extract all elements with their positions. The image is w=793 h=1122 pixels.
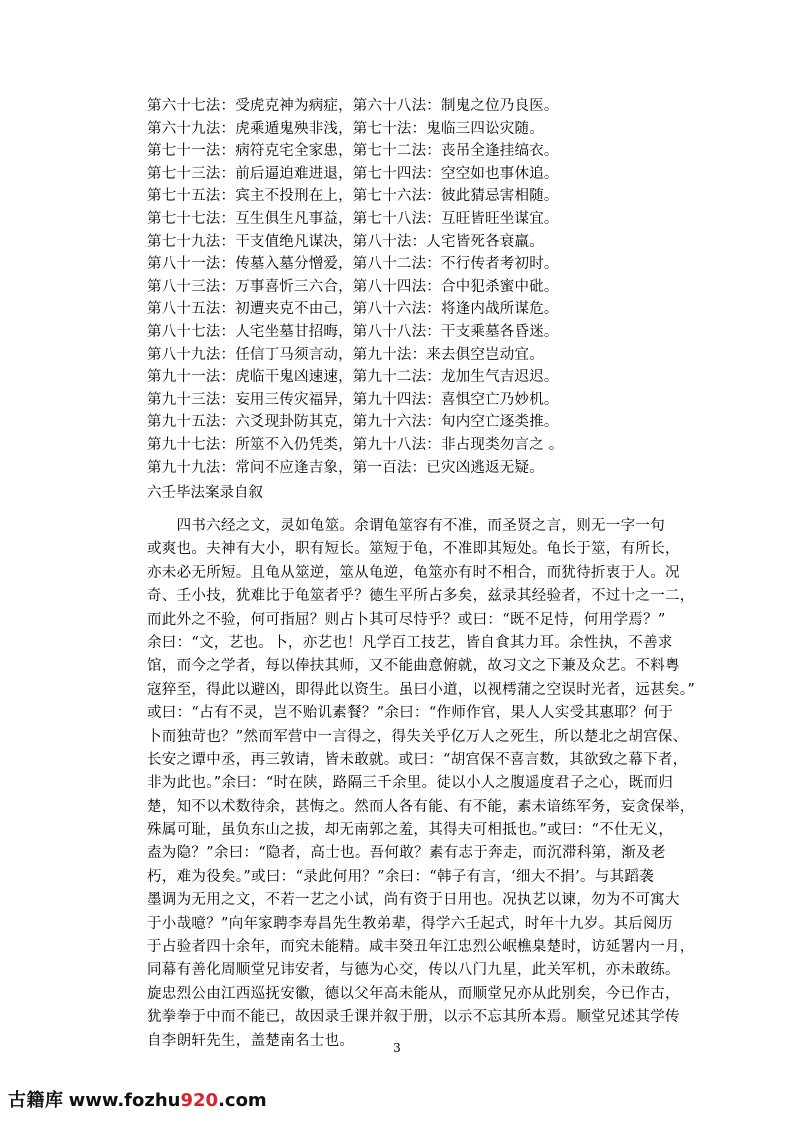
section-title: 六壬毕法案录自叙 [147,485,263,501]
preface-paragraph [147,515,696,1053]
rule-line: 第七十五法：宾主不投刑在上，第七十六法：彼此猜忌害相随。 [147,188,559,205]
paragraph-line: 自李朗轩先生，盖楚南名士也。 [147,1032,355,1049]
paragraph-line: 亦未必无所短。且龟从筮逆，筮从龟逆，龟筮亦有时不相合，而犹待折衷于人。况 [147,564,680,581]
paragraph-line: 于占验者四十余年，而究未能精。咸丰癸丑年江忠烈公岷樵臬楚时，访延署内一月， [147,939,695,956]
rule-line: 第九十一法：虎临干鬼凶速速，第九十二法：龙加生气吉迟迟。 [147,369,559,386]
paragraph-line: 寇猝至，得此以避凶，即得此以资生。虽曰小道，以视樗蒲之空误时光者，远甚矣。” [147,681,696,698]
paragraph-line: 奇、壬小技，犹难比于龟筮者乎？德生平所占多矣，兹录其经验者，不过十之一二， [147,588,695,605]
paragraph-line: 四书六经之文，灵如龟筮。余谓龟筮容有不准，而圣贤之言，则无一字一句 [147,518,665,534]
paragraph-line: 墨调为无用之文，不若一艺之小试，尚有资于日用也。况执艺以谏，勿为不可寓大 [147,892,680,909]
paragraph-line: 馆，而今之学者，每以俸扶其师，又不能曲意俯就，故习文之下兼及众艺。不料粤 [147,658,680,675]
rule-line: 第九十五法：六爻现卦防其克，第九十六法：旬内空亡逐类推。 [147,414,559,431]
rule-line: 第八十三法：万事喜忻三六合，第八十四法：合中犯杀蜜中砒。 [147,278,559,295]
rule-line: 第九十三法：妄用三传灾福异，第九十四法：喜惧空亡乃妙机。 [147,391,559,408]
page-number: 3 [393,1041,401,1055]
footer-url[interactable] [69,1090,267,1111]
rule-line: 第八十五法：初遭夹克不由己，第八十六法：将逢内战所谋危。 [147,301,559,318]
paragraph-line: 余曰：“文，艺也。卜，亦艺也！凡学百工技艺，皆自食其力耳。余性执，不善求 [147,634,673,651]
rule-line: 第七十一法：病符克宅全家患，第七十二法：丧吊全逢挂缟衣。 [147,143,559,160]
footer-site-name: 古籍库 [8,1090,64,1111]
rule-line: 第八十九法：任信丁马须言动，第九十法：来去俱空岂动宜。 [147,346,544,363]
rule-line: 第七十三法：前后逼迫难进退，第七十四法：空空如也事休追。 [147,165,559,182]
paragraph-line: 殊属可耻，虽负东山之拔，却无南郭之羞，其得夫可相抵也。”或曰：“不仕无义， [147,822,674,839]
footer-url-suffix: .com [218,1090,267,1111]
paragraph-line: 同幕有善化周顺堂兄讳安者，与德为心交，传以八门九星，此关军机，亦未敢练。 [147,962,680,979]
paragraph-line: 楚，知不以术数待余，甚悔之。然而人各有能、有不能，素未谙练军务，妄贪保举， [147,798,695,815]
paragraph-line: 或曰：“占有不灵，岂不贻讥素餐？”余曰：“作师作官，果人人实受其惠耶？何于 [147,705,674,722]
footer-url-prefix: www.fozhu [68,1090,181,1111]
paragraph-line: 于小哉噫？”向年家聘李寿昌先生教弟辈，得学六壬起式，时年十九岁。其后阅历 [147,915,673,932]
paragraph-line: 朽，难为役矣。”或曰：“录此何用？”余曰：“韩子有言，‘细大不捐’。与其蹈袭 [147,868,655,885]
rule-line: 第九十九法：常问不应逢吉象，第一百法：已灾凶逃返无疑。 [147,459,544,476]
rule-line: 第六十七法：受虎克神为病症，第六十八法：制鬼之位乃良医。 [147,98,559,114]
footer-url-accent: 920 [180,1090,219,1111]
paragraph-line: 长安之谭中丞，再三敦请，皆未敢就。或曰：“胡宫保不喜言数，其欲致之幕下者， [147,751,688,768]
paragraph-line: 或爽也。夫神有大小，职有短长。筮短于龟，不准即其短处。龟长于筮，有所长， [147,541,680,558]
rule-line: 第八十七法：人宅坐墓甘招晦，第八十八法：干支乘墓各昏迷。 [147,323,559,340]
paragraph-line: 盍为隐？”余曰：“隐者，高士也。吾何敢？素有志于奔走，而沉滞科第，渐及老 [147,845,666,862]
paragraph-line: 而此外之不验，何可指屈？则占卜其可尽恃乎？或曰：“既不足恃，何用学焉？” [147,611,666,628]
paragraph-line: 非为此也。”余曰：“时在陕，路隔三千余里。徒以小人之腹遥度君子之心，既而归 [147,775,674,792]
paragraph-line: 犹拳拳于中而不能已，故因录壬课并叙于册，以示不忘其所本焉。顺堂兄述其学传 [147,1009,680,1026]
watermark-footer[interactable] [8,1084,267,1118]
rule-line: 第八十一法：传墓入墓分憎爱，第八十二法：不行传者考初时。 [147,256,559,273]
rule-line: 第六十九法：虎乘遁鬼殃非浅，第七十法：鬼临三四讼灾随。 [147,120,544,137]
paragraph-line: 卜而独苛也？”然而军营中一言得之，得失关乎亿万人之死生，所以楚北之胡宫保、 [147,728,688,745]
rule-line: 第七十九法：干支值绝凡谋决，第八十法：人宅皆死各衰羸。 [147,233,544,250]
rule-line: 第七十七法：互生俱生凡事益，第七十八法：互旺皆旺坐谋宜。 [147,210,559,227]
rule-line: 第九十七法：所筮不入仍凭类，第九十八法：非占现类勿言之 。 [147,436,564,453]
paragraph-line: 旋忠烈公由江西巡抚安徽，德以父年高未能从，而顺堂兄亦从此别矣，今已作古， [147,985,680,1002]
rules-list [147,95,667,479]
